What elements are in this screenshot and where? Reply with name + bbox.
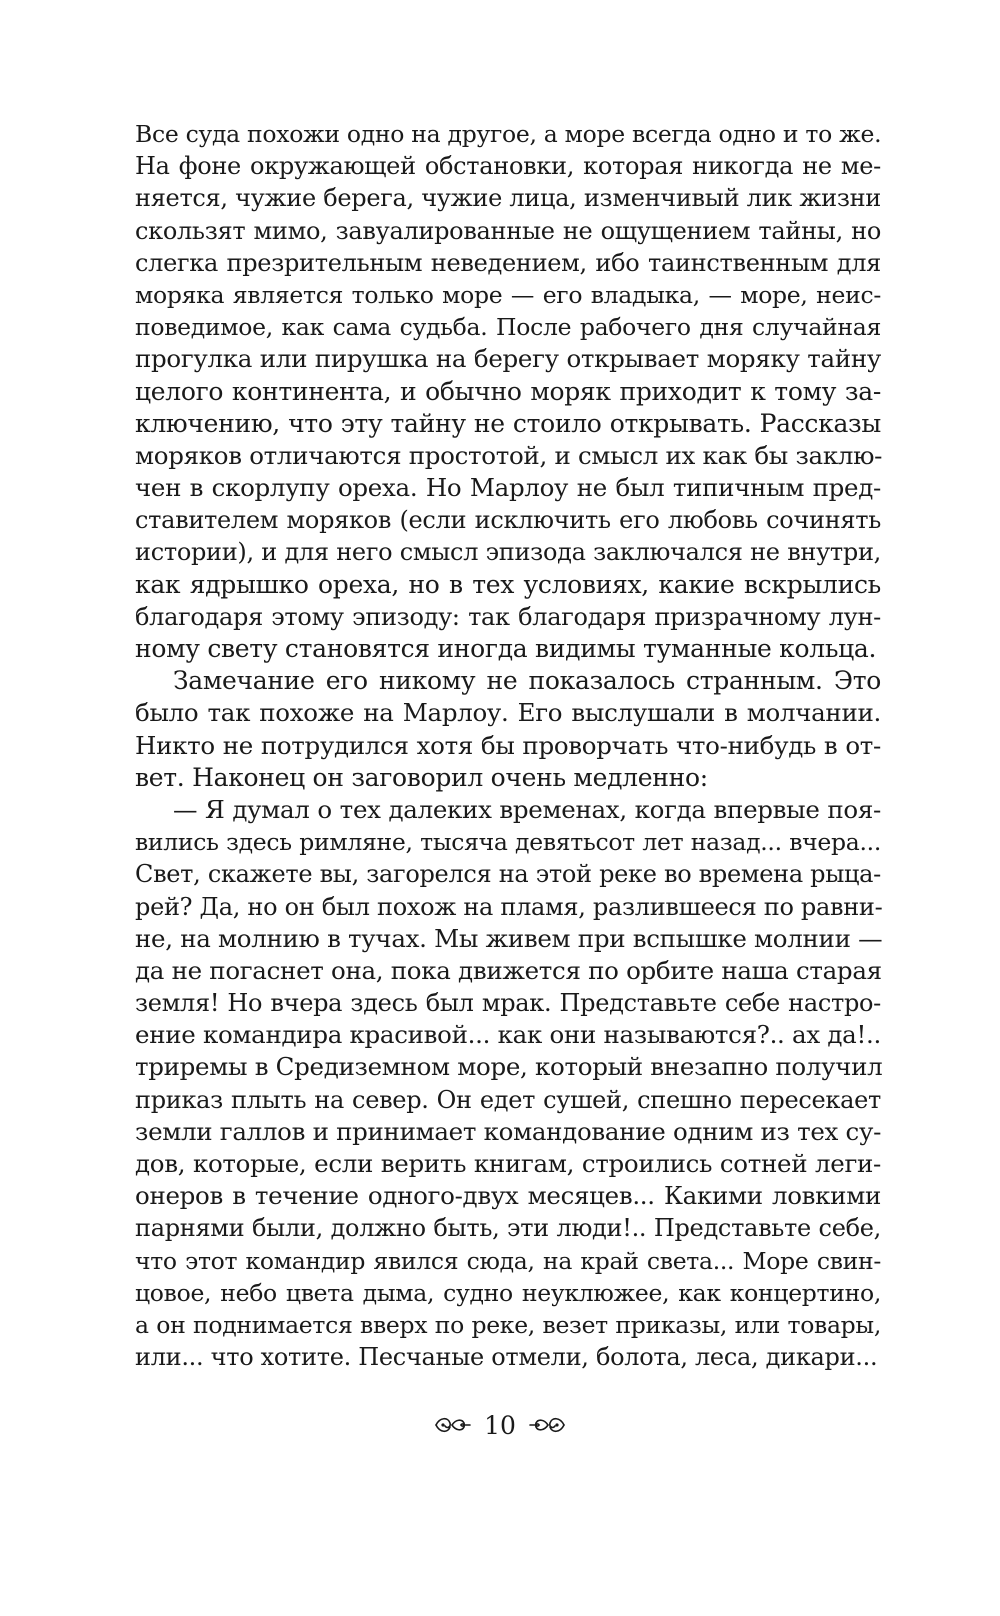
- text-line: истории), и для него смысл эпизода заключался не внутри,: [135, 538, 881, 567]
- text-line: цовое, небо цвета дыма, судно неуклюжее, как концертино,: [135, 1278, 881, 1307]
- text-line: ение командира красивой... как они называются?.. ах да!..: [135, 1020, 881, 1050]
- text-line: моряка является только море — его владыка, — море, неис-: [135, 280, 881, 309]
- text-line: слегка презрительным неведением, ибо таинственным для: [135, 248, 881, 277]
- paragraph-2: [135, 665, 881, 794]
- text-line: скользят мимо, завуалированные не ощущением тайны, но: [135, 216, 881, 245]
- page-number: 10: [484, 1410, 516, 1440]
- text-line: или... что хотите. Песчаные отмели, болота, леса, дикари...: [135, 1343, 878, 1372]
- text-line: Никто не потрудился хотя бы проворчать что-нибудь в от-: [135, 730, 881, 760]
- paragraph-3: [135, 794, 881, 1373]
- paragraph-1: [135, 118, 881, 665]
- text-line: вились здесь римляне, тысяча девятьсот лет назад... вчера...: [135, 828, 881, 857]
- text-line: целого континента, и обычно моряк приходит к тому за-: [135, 376, 881, 406]
- text-line: как ядрышко ореха, но в тех условиях, какие вскрылись: [135, 569, 881, 599]
- text-line: земля! Но вчера здесь был мрак. Представьте себе настро-: [135, 989, 881, 1018]
- text-line: чен в скорлупу ореха. Но Марлоу не был типичным пред-: [135, 473, 881, 503]
- text-line: было так похоже на Марлоу. Его выслушали в молчании.: [135, 698, 881, 728]
- text-line: На фоне окружающей обстановки, которая никогда не ме-: [135, 152, 881, 181]
- text-line: онеров в течение одного-двух месяцев... Какими ловкими: [135, 1181, 881, 1211]
- right-flourish-icon: [528, 1413, 568, 1437]
- text-line: приказ плыть на север. Он едет сушей, спешно пересекает: [135, 1085, 881, 1114]
- text-line: ставителем моряков (если исключить его любовь сочинять: [135, 506, 881, 535]
- text-line: ному свету становятся иногда видимы туманные кольца.: [135, 634, 877, 663]
- text-line: — Я думал о тех далеких временах, когда впервые поя-: [173, 794, 881, 824]
- text-line: няется, чужие берега, чужие лица, изменчивый лик жизни: [135, 184, 881, 213]
- text-line: моряков отличаются простотой, и смысл их как бы заклю-: [135, 440, 883, 470]
- text-line: рей? Да, но он был похож на пламя, разлившееся по равни-: [135, 892, 883, 921]
- text-line: что этот командир явился сюда, на край света... Море свин-: [135, 1246, 881, 1275]
- text-line: Свет, скажете вы, загорелся на этой реке во времена рыца-: [135, 860, 881, 889]
- text-line: земли галлов и принимает командование одним из тех су-: [135, 1116, 882, 1146]
- text-line: а он поднимается вверх по реке, везет приказы, или товары,: [135, 1310, 881, 1339]
- text-line: благодаря этому эпизоду: так благодаря призрачному лун-: [135, 602, 881, 631]
- text-line: вет. Наконец он заговорил очень медленно:: [135, 762, 708, 792]
- left-flourish-icon: [432, 1413, 472, 1437]
- text-line: Замечание его никому не показалось странным. Это: [173, 666, 881, 696]
- body-text: [135, 118, 881, 1373]
- text-line: парнями были, должно быть, эти люди!.. Представьте себе,: [135, 1214, 881, 1243]
- text-line: да не погаснет она, пока движется по орбите наша старая: [135, 955, 882, 985]
- text-line: прогулка или пирушка на берегу открывает моряку тайну: [135, 344, 881, 374]
- text-line: ключению, что эту тайну не стоило открывать. Рассказы: [135, 408, 881, 438]
- text-line: триремы в Средиземном море, который внезапно получил: [135, 1052, 883, 1082]
- text-line: не, на молнию в тучах. Мы живем при вспышке молнии —: [135, 923, 883, 953]
- text-line: поведимое, как сама судьба. После рабочего дня случайная: [135, 313, 881, 342]
- page-footer: [0, 1405, 1000, 1445]
- text-line: Все суда похожи одно на другое, а море всегда одно и то же.: [135, 120, 882, 148]
- text-line: дов, которые, если верить книгам, строились сотней леги-: [135, 1149, 881, 1178]
